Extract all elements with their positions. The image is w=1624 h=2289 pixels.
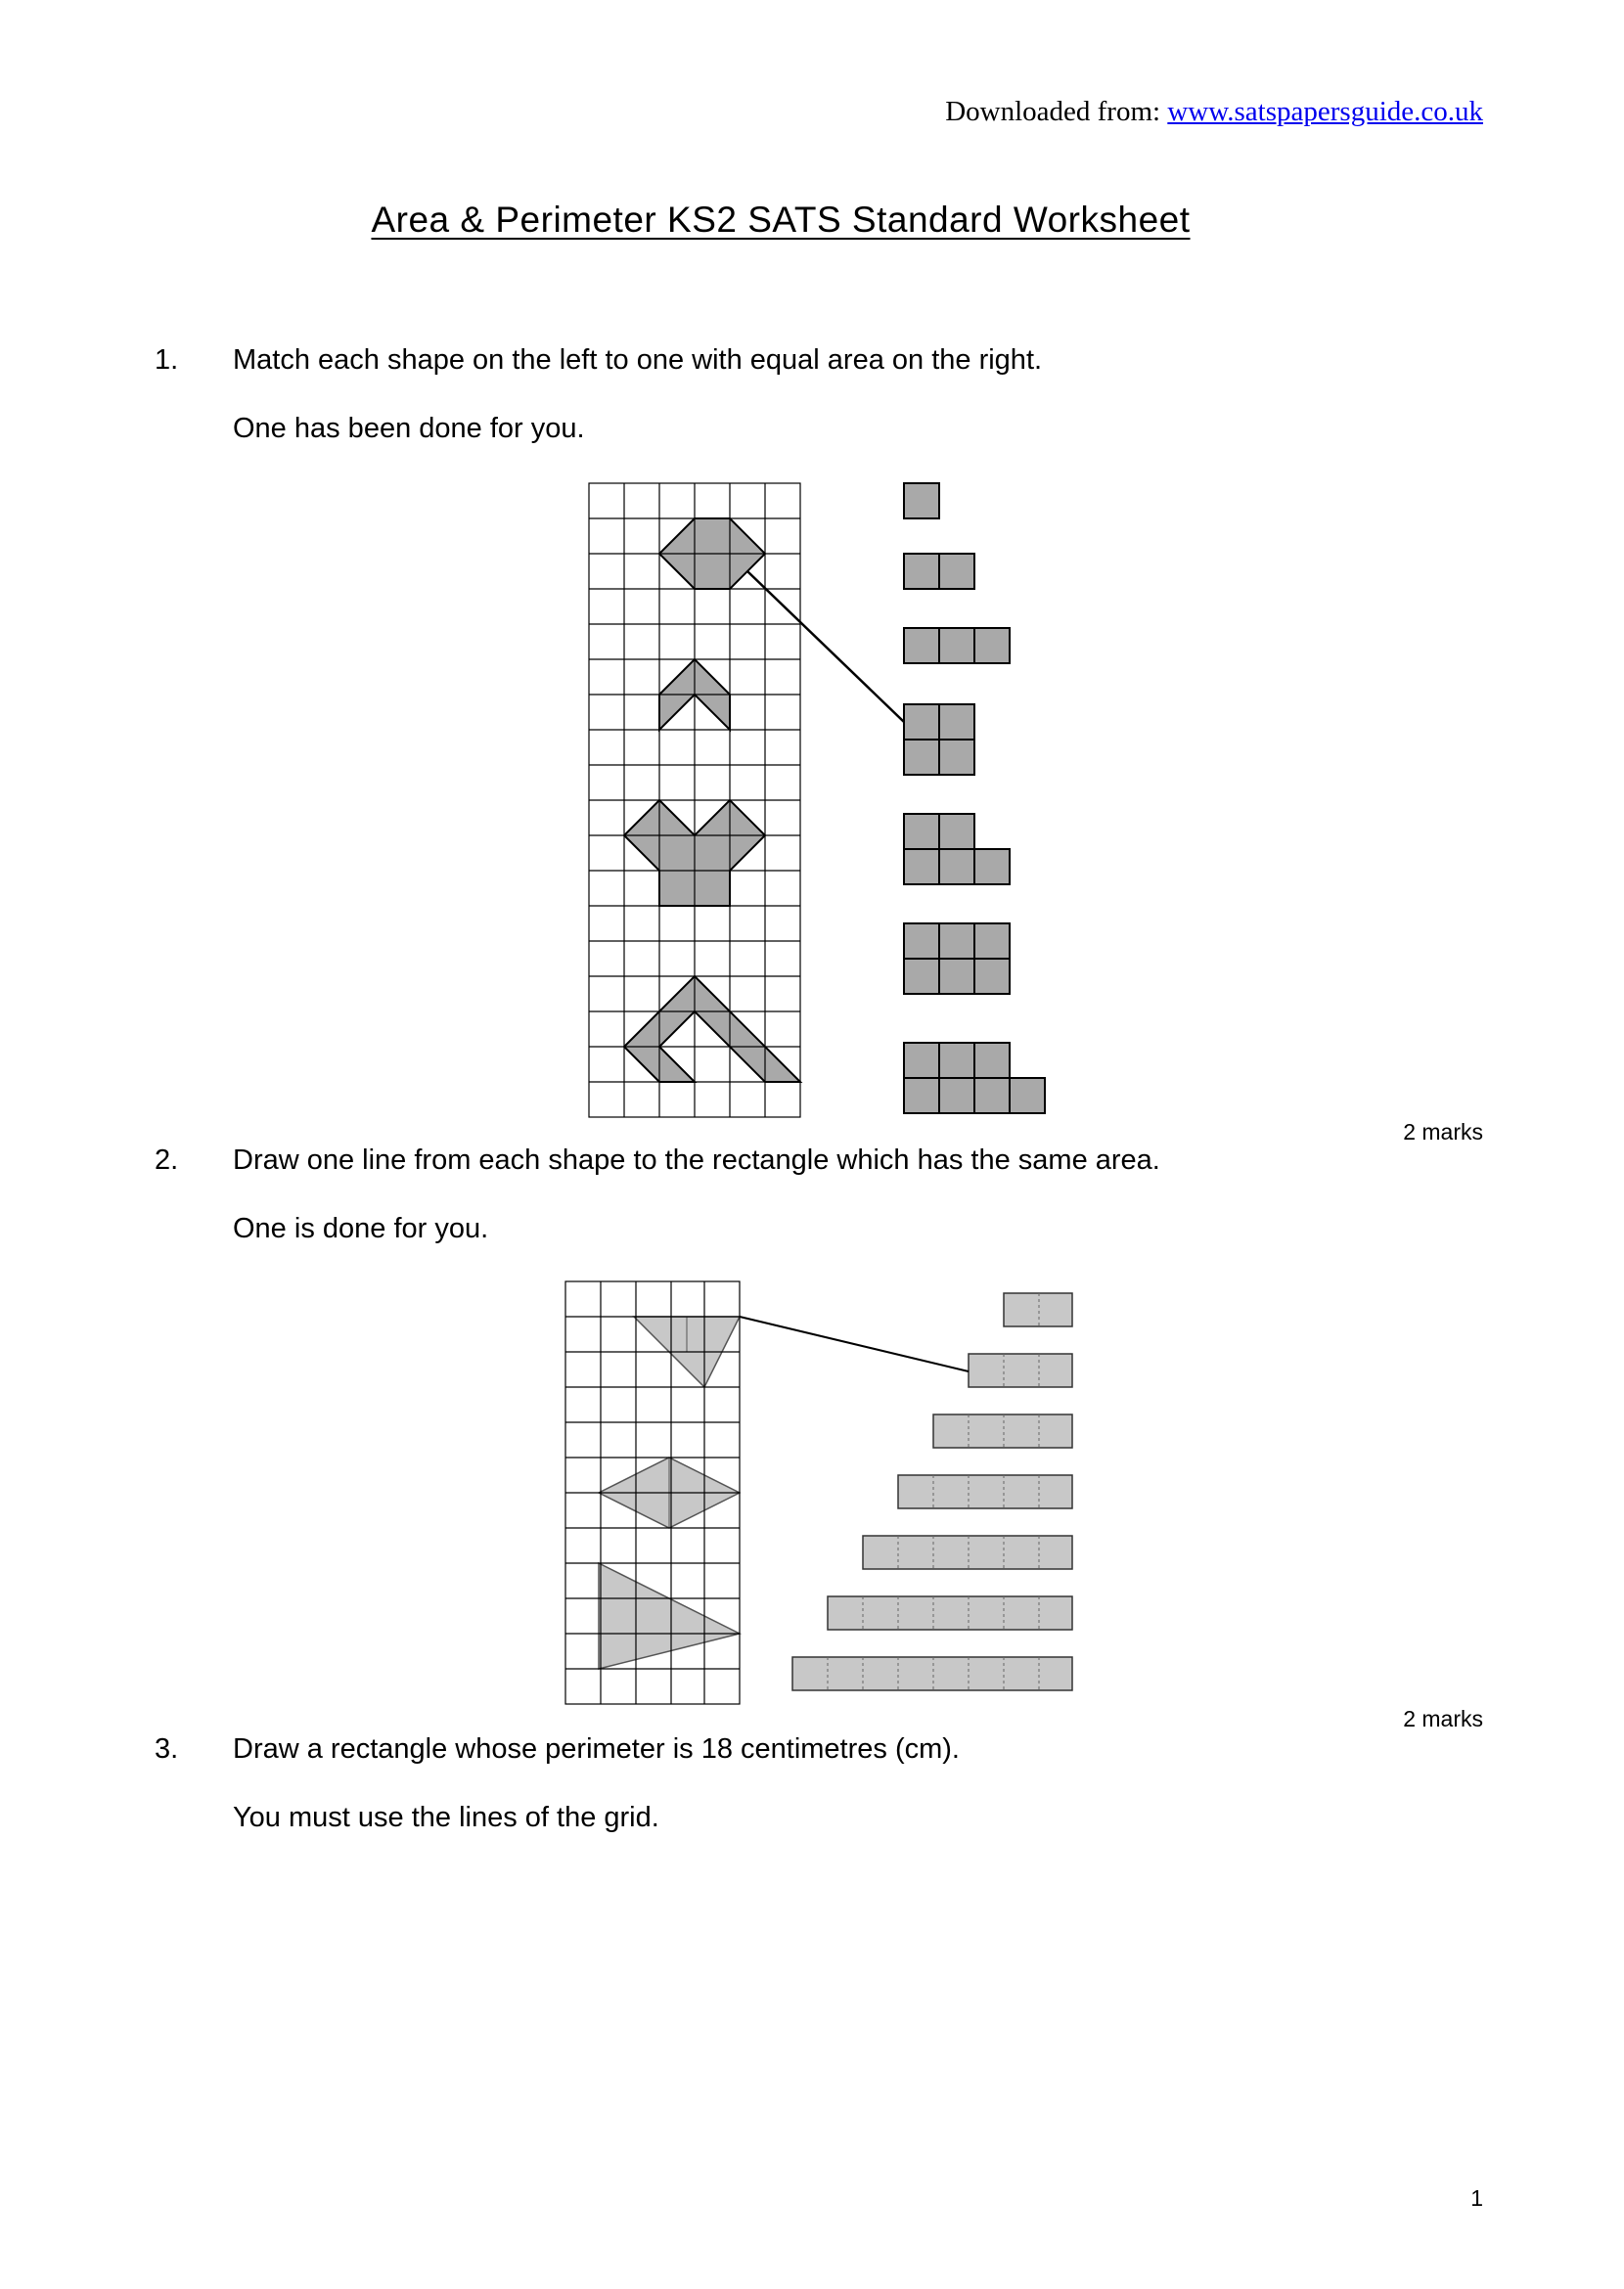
q2-text: Draw one line from each shape to the rectangle which has the same area. bbox=[233, 1144, 1160, 1176]
q2-rectangle-7-units bbox=[828, 1596, 1072, 1630]
page-number: 1 bbox=[1470, 2185, 1483, 2211]
q1-number: 1. bbox=[155, 344, 179, 376]
q2-rectangle-2-units bbox=[1004, 1293, 1072, 1326]
q3-text: Draw a rectangle whose perimeter is 18 centimetres (cm). bbox=[233, 1733, 960, 1765]
q1-subtext: One has been done for you. bbox=[233, 413, 585, 444]
q2-rectangle-4-units bbox=[933, 1414, 1072, 1448]
q2-number: 2. bbox=[155, 1144, 179, 1176]
q3-subtext: You must use the lines of the grid. bbox=[233, 1802, 659, 1833]
source-prefix: Downloaded from: bbox=[945, 96, 1168, 127]
q2-rectangle-8-units bbox=[792, 1657, 1072, 1690]
source-link[interactable]: www.satspapersguide.co.uk bbox=[1167, 96, 1483, 127]
q2-rectangle-3-units bbox=[969, 1354, 1072, 1387]
q2-subtext: One is done for you. bbox=[233, 1213, 489, 1244]
q2-rectangle-6-units bbox=[863, 1536, 1072, 1569]
q3-number: 3. bbox=[155, 1733, 179, 1765]
q1-marks: 2 marks bbox=[1403, 1119, 1483, 1144]
q2-marks: 2 marks bbox=[1403, 1706, 1483, 1731]
q2-example-match-line bbox=[740, 1317, 969, 1371]
q2-rectangle-5-units bbox=[898, 1475, 1072, 1508]
q2-right-triangle-shape bbox=[599, 1563, 740, 1669]
q1-text: Match each shape on the left to one with equal area on the right. bbox=[233, 344, 1043, 376]
worksheet-title: Area & Perimeter KS2 SATS Standard Worksheet bbox=[371, 200, 1191, 240]
